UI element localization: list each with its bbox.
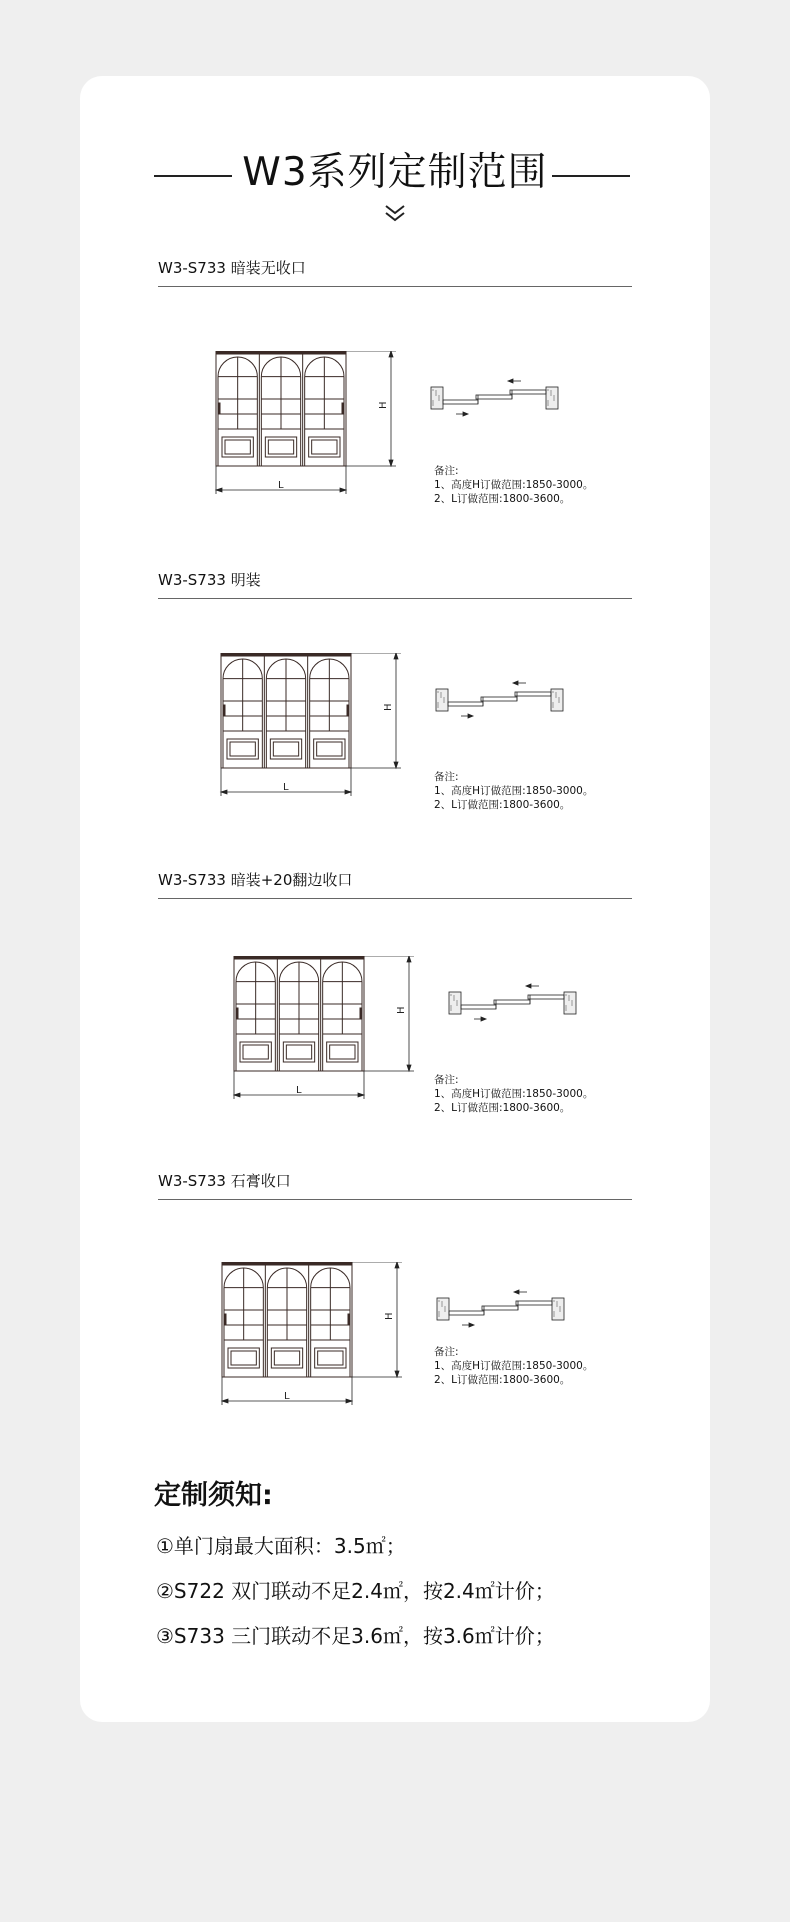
wall-texture [453,997,454,998]
wall-texture [553,1311,554,1312]
sliding-panel [449,1311,484,1315]
lower-panel-inset [312,440,337,454]
wall-texture [553,1300,554,1301]
wall-texture [437,706,438,707]
wall-texture [440,696,441,697]
wall-texture [555,694,556,695]
arrow-head [514,1290,519,1294]
wall-texture [441,1303,442,1304]
lower-panel-inset [243,1045,268,1059]
plan-view [431,379,558,416]
wall-texture [547,404,548,405]
sliding-panel [516,1301,552,1305]
door-elevation [216,351,346,466]
wall-texture [553,395,554,396]
arrow-head [389,460,393,466]
arrow-head [468,714,473,718]
sliding-panel [443,400,478,404]
length-label: L [284,1391,290,1402]
wall-texture [552,704,553,705]
arrow-head [394,762,398,768]
lower-panel-inset [317,742,342,756]
notes-line-2: 2、L订做范围:1800-3600。 [434,1102,571,1114]
door-diagram-1 [80,351,710,531]
wall-texture [552,691,553,692]
lower-panel-inset [286,1045,311,1059]
lower-panel-inset [230,742,255,756]
length-label: L [278,480,284,491]
sliding-panel [515,692,551,696]
arrow-head [345,790,351,794]
arrow-head [394,653,398,659]
notes-line-2: 2、L订做范围:1800-3600。 [434,1374,571,1386]
arrow-head [463,412,468,416]
wall-texture [453,999,454,1000]
door-diagram-2 [80,653,710,833]
lower-panel-inset [225,440,250,454]
wall-texture [432,404,433,405]
wall-texture [438,1313,439,1314]
lower-panel-inset [318,1351,343,1365]
wall-texture [438,395,439,396]
wall-texture [547,402,548,403]
wall-texture [559,1308,560,1309]
section-heading-3: W3-S733 暗装+20翻边收口 [158,868,632,899]
double-chevron-down-icon [380,202,410,224]
wall-texture [443,697,444,698]
height-label: H [378,401,389,409]
notes-4 [434,1345,593,1387]
notes-2 [434,770,593,812]
arrow-head [216,488,222,492]
wall-texture [565,994,566,995]
notice-title: 定制须知: [154,1480,273,1511]
height-label: H [383,703,394,711]
handle [342,403,344,413]
section-heading-4: W3-S733 石膏收口 [158,1169,632,1200]
lower-panel-inset [231,1351,256,1365]
plan-view [436,681,563,718]
wall-texture [558,697,559,698]
wall-texture [440,694,441,695]
plan-view [449,984,576,1021]
notes-line-1: 1、高度H订做范围:1850-3000。 [434,1360,594,1372]
wall-texture [432,402,433,403]
wall-texture [559,1310,560,1311]
wall-texture [444,1308,445,1309]
arrow-head [526,984,531,988]
notes-line-2: 2、L订做范围:1800-3600。 [434,493,571,505]
notes-line-1: 1、高度H订做范围:1850-3000。 [434,1088,594,1100]
wall-texture [450,1005,451,1006]
height-label: H [384,1312,395,1320]
sliding-panel [476,395,512,399]
wall-texture [556,1305,557,1306]
wall-texture [571,1002,572,1003]
wall-texture [437,691,438,692]
length-label: L [283,782,289,793]
wall-texture [438,1300,439,1301]
notes-3 [434,1073,593,1115]
notes-label: 备注: [434,1346,459,1358]
wall-texture [558,699,559,700]
wall-texture [453,995,454,996]
wall-texture [571,1004,572,1005]
wall-texture [437,704,438,705]
door-diagram-4 [80,1262,710,1442]
wall-texture [435,392,436,393]
wall-texture [553,1313,554,1314]
wall-texture [444,1306,445,1307]
handle [348,1314,350,1324]
page-title: W3系列定制范围 [242,150,548,195]
height-label: H [396,1006,407,1014]
wall-texture [547,400,548,401]
lower-panel-inset [330,1045,355,1059]
sliding-panel [481,697,517,701]
section-heading-2: W3-S733 明装 [158,568,632,599]
wall-texture [450,994,451,995]
arrow-head [234,1093,240,1097]
wall-texture [550,390,551,391]
wall-texture [559,1306,560,1307]
wall-texture [432,400,433,401]
wall-texture [568,995,569,996]
wall-texture [571,1000,572,1001]
wall-texture [555,696,556,697]
sliding-panel [448,702,483,706]
content-card [80,76,710,1722]
wall-texture [550,392,551,393]
sliding-panel [528,995,564,999]
arrow-head [395,1262,399,1268]
handle [224,1314,226,1324]
wall-texture [568,999,569,1000]
notice-item-3: ③S733 三门联动不足3.6㎡，按3.6㎡计价； [156,1624,555,1648]
wall-texture [443,699,444,700]
wall-texture [432,389,433,390]
notes-line-2: 2、L订做范围:1800-3600。 [434,799,571,811]
wall-texture [438,1315,439,1316]
notes-line-1: 1、高度H订做范围:1850-3000。 [434,479,594,491]
lower-panel-inset [268,440,293,454]
wall-texture [450,1009,451,1010]
wall-texture [552,706,553,707]
plan-view [437,1290,564,1327]
wall-texture [553,1315,554,1316]
handle [223,705,225,715]
arrow-head [389,351,393,357]
door-diagram-3 [80,956,710,1136]
wall-texture [555,692,556,693]
wall-texture [456,1004,457,1005]
arrow-head [340,488,346,492]
wall-texture [553,399,554,400]
wall-texture [556,1303,557,1304]
handle [347,705,349,715]
wall-texture [565,1009,566,1010]
wall-texture [438,1311,439,1312]
title-rule-right [552,175,630,177]
arrow-head [481,1017,486,1021]
arrow-head [407,1065,411,1071]
door-elevation [221,653,351,768]
wall-texture [456,1000,457,1001]
handle [236,1008,238,1018]
wall-texture [565,1007,566,1008]
wall-texture [444,1310,445,1311]
lower-panel-inset [273,742,298,756]
door-elevation [234,956,364,1071]
sliding-panel [482,1306,518,1310]
wall-texture [441,1301,442,1302]
notes-1 [434,464,593,506]
wall-texture [547,389,548,390]
wall-texture [568,997,569,998]
wall-texture [565,1005,566,1006]
arrow-head [395,1371,399,1377]
notice-item-1: ①单门扇最大面积：3.5㎡； [156,1534,406,1558]
notes-label: 备注: [434,1074,459,1086]
wall-texture [550,394,551,395]
arrow-head [469,1323,474,1327]
lower-panel-inset [274,1351,299,1365]
door-elevation [222,1262,352,1377]
handle [360,1008,362,1018]
wall-texture [435,394,436,395]
wall-texture [438,397,439,398]
notes-line-1: 1、高度H订做范围:1850-3000。 [434,785,594,797]
wall-texture [450,1007,451,1008]
arrow-head [222,1399,228,1403]
notes-label: 备注: [434,465,459,477]
wall-texture [437,702,438,703]
notes-label: 备注: [434,771,459,783]
length-label: L [296,1085,302,1096]
handle [218,403,220,413]
wall-texture [438,399,439,400]
wall-texture [552,702,553,703]
wall-texture [556,1301,557,1302]
wall-texture [553,397,554,398]
arrow-head [513,681,518,685]
arrow-head [346,1399,352,1403]
wall-texture [441,1305,442,1306]
wall-texture [558,701,559,702]
arrow-head [221,790,227,794]
section-heading-1: W3-S733 暗装无收口 [158,256,632,287]
wall-texture [435,390,436,391]
wall-texture [440,692,441,693]
wall-texture [443,701,444,702]
sliding-panel [510,390,546,394]
arrow-head [508,379,513,383]
notice-item-2: ②S722 双门联动不足2.4㎡，按2.4㎡计价； [156,1579,555,1603]
arrow-head [358,1093,364,1097]
sliding-panel [494,1000,530,1004]
arrow-head [407,956,411,962]
wall-texture [456,1002,457,1003]
sliding-panel [461,1005,496,1009]
